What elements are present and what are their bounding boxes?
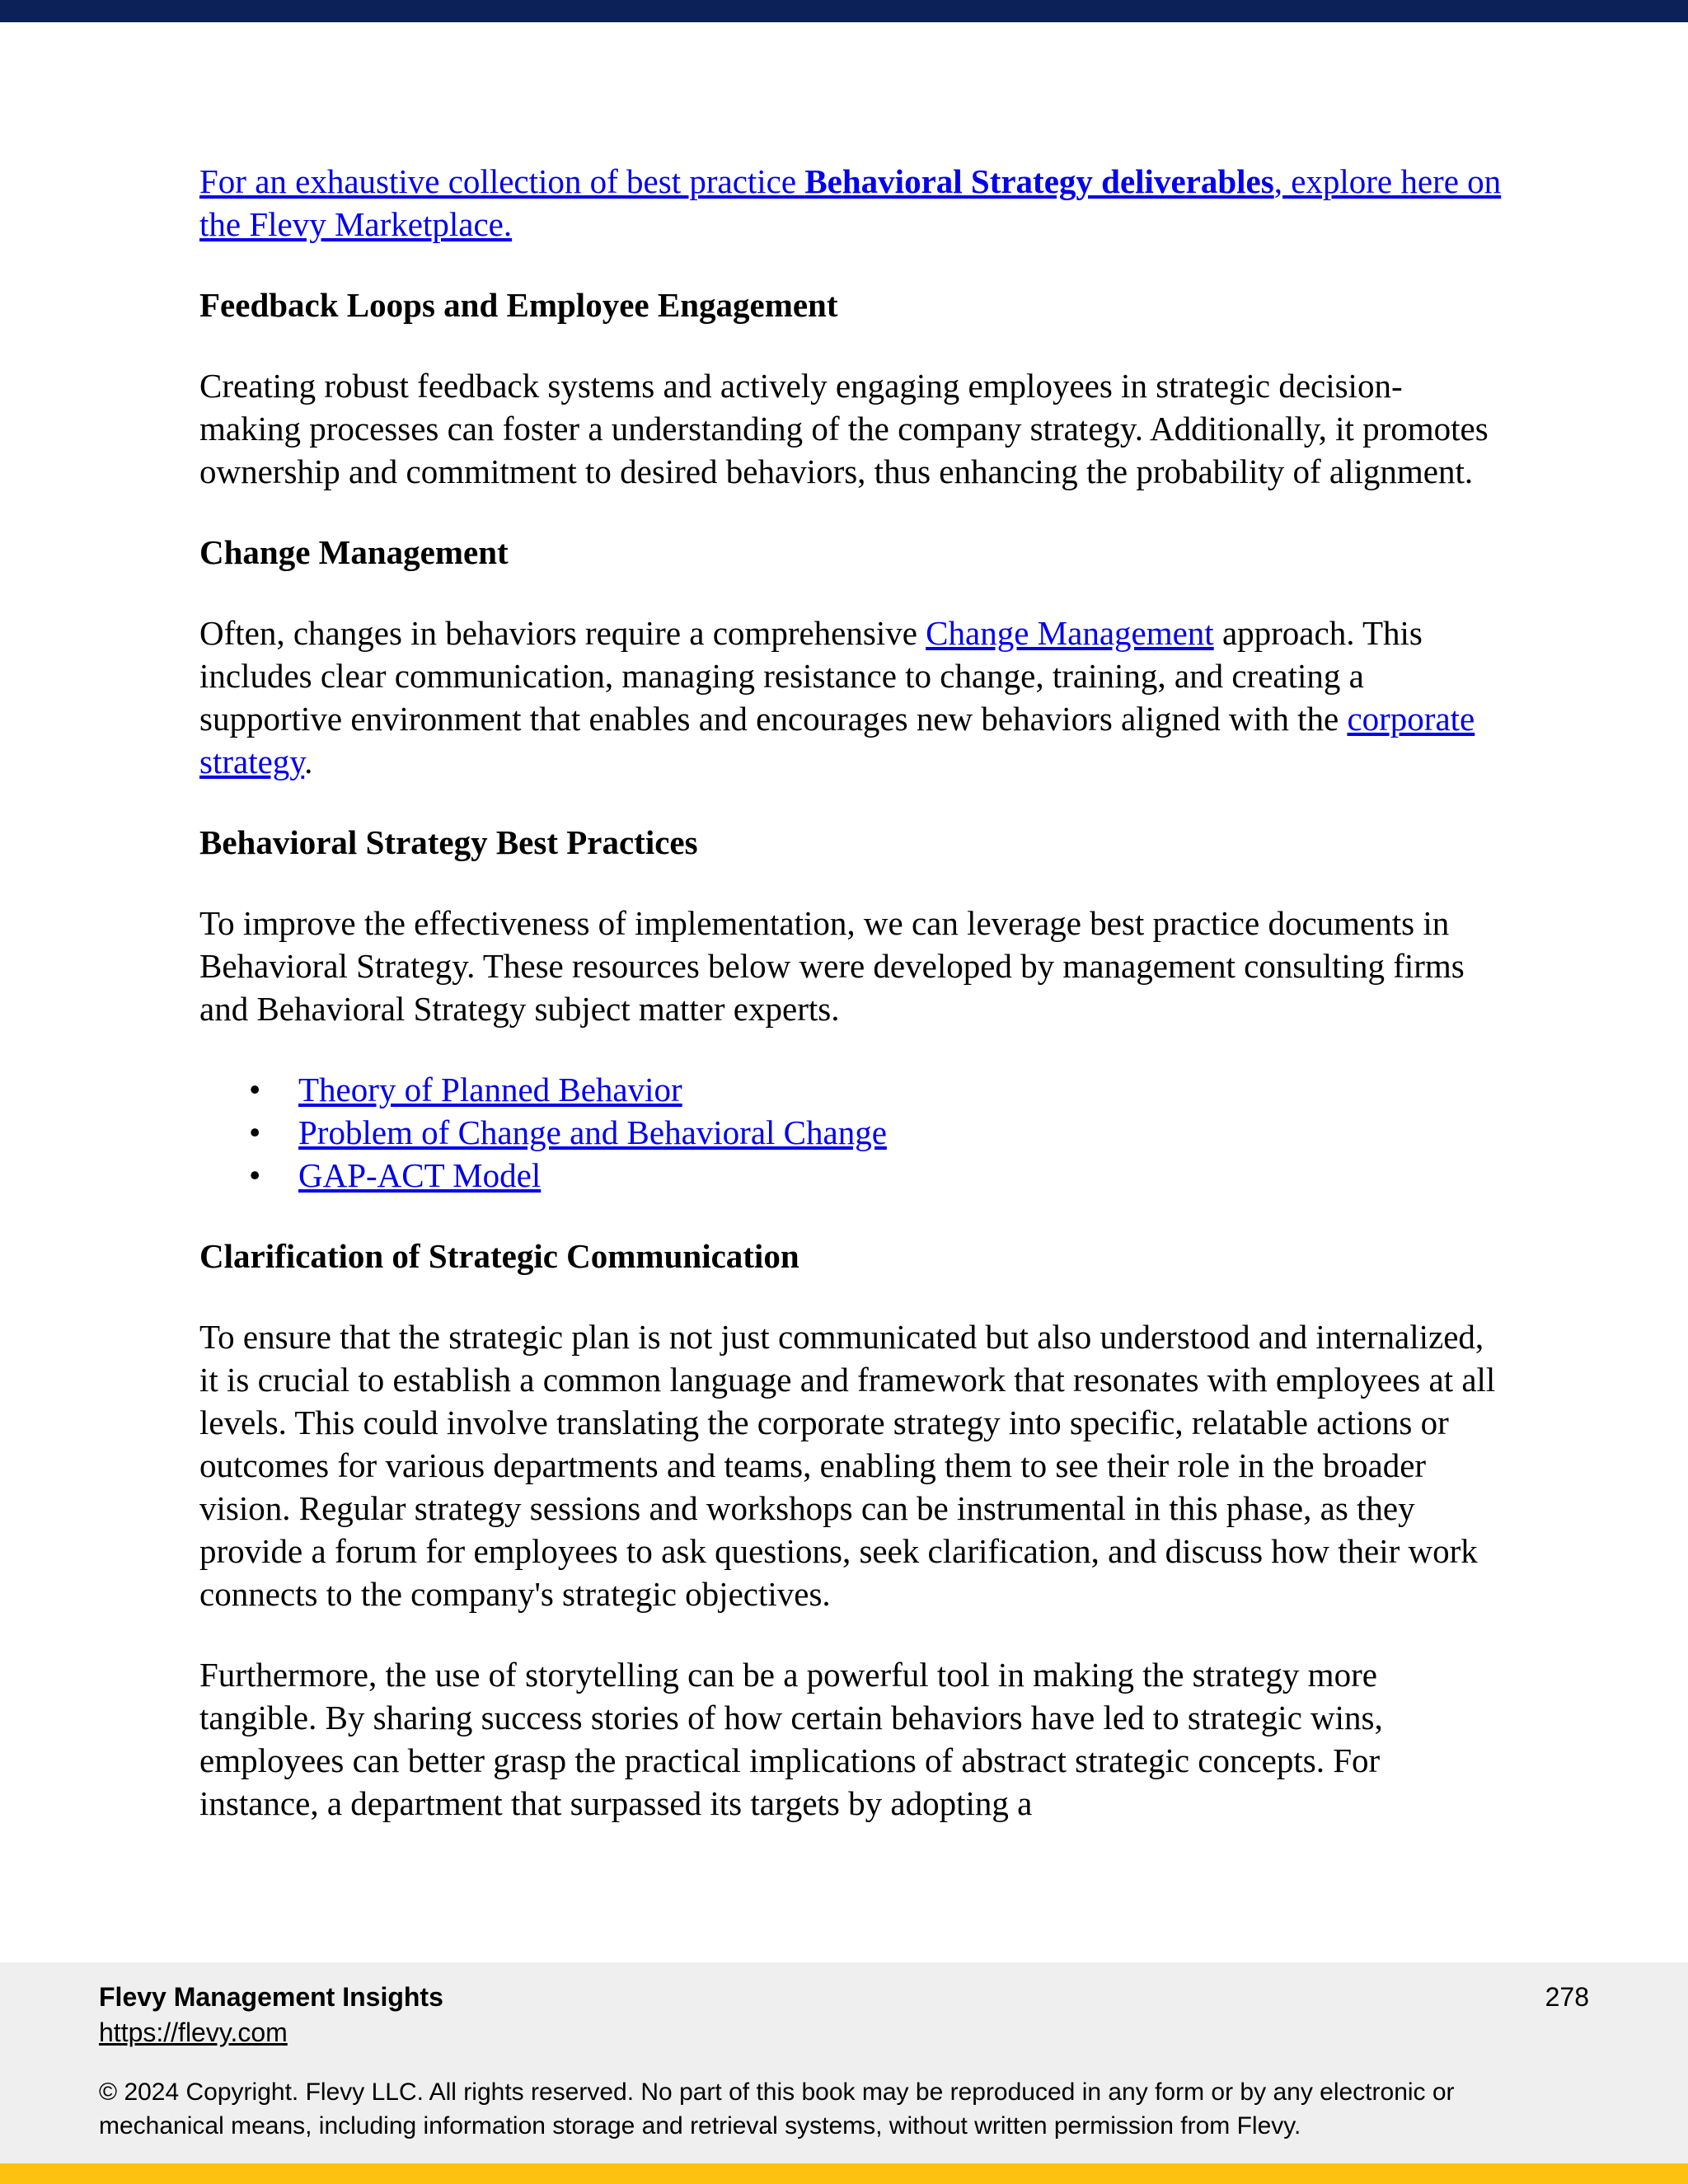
section-body-feedback: Creating robust feedback systems and actively engaging employees in strategic decision-making processes can foster a understanding of the company strategy. Additionally, it promotes ownership and commitment to desired behaviors, thus enhancing the probability of alignment. [199, 367, 1489, 490]
intro-link-suffix: , explore here on the Flevy Marketplace. [199, 162, 1502, 243]
best-practices-list [199, 1068, 1502, 1197]
top-accent-bar [0, 0, 1688, 22]
change-management-link[interactable]: Change Management [926, 614, 1214, 652]
section-heading-clarification: Clarification of Strategic Communication [199, 1237, 799, 1275]
change-body-part-3: . [304, 743, 313, 780]
section-body-best-practices: To improve the effectiveness of implementation, we can leverage best practice documents in Behavioral Strategy. These resources below were developed by management consulting firms and Behavioral Strategy subject matter experts. [199, 904, 1465, 1028]
gap-act-model-link[interactable]: GAP-ACT Model [298, 1156, 542, 1194]
intro-paragraph [199, 160, 1502, 246]
section-body-change-management [199, 612, 1502, 783]
footer-copyright: © 2024 Copyright. Flevy LLC. All rights reserved. No part of this book may be reproduced in any form or by any electronic or mechanical means, including information storage and retrieval systems, without written permission from Flevy. [99, 2079, 1455, 2139]
change-body-part-1: Often, changes in behaviors require a comprehensive [199, 614, 926, 652]
corporate-strategy-link[interactable]: corporate strategy [199, 700, 1475, 780]
section-heading-feedback: Feedback Loops and Employee Engagement [199, 286, 838, 324]
page-content [199, 160, 1502, 1825]
list-item [298, 1154, 1502, 1197]
intro-link-prefix: For an exhaustive collection of best practice [199, 162, 805, 200]
list-item [298, 1068, 1502, 1111]
change-body-part-2: approach. This includes clear communication, managing resistance to change, training, and creating a supportive environment that enables and encourages new behaviors aligned with the [199, 614, 1423, 738]
page-number: 278 [1545, 1982, 1589, 2012]
intro-link-bold: Behavioral Strategy deliverables [804, 162, 1274, 200]
section-heading-best-practices: Behavioral Strategy Best Practices [199, 823, 698, 861]
section-body-clarification-1: To ensure that the strategic plan is not just communicated but also understood and internalized, it is crucial to establish a common language and framework that resonates with employees at all levels. This could involve translating the corporate strategy into specific, relatable actions or outcomes for various departments and teams, enabling them to see their role in the broader vision. Regular strategy sessions and workshops can be instrumental in this phase, as they provide a forum for employees to ask questions, seek clarification, and discuss how their work connects to the company's strategic objectives. [199, 1318, 1496, 1613]
flevy-marketplace-link[interactable] [199, 160, 1502, 246]
list-item [298, 1111, 1502, 1154]
section-heading-change-management: Change Management [199, 533, 509, 571]
bottom-accent-bar [0, 2163, 1688, 2184]
page-footer [0, 1962, 1688, 2163]
footer-title: Flevy Management Insights [99, 1982, 443, 2012]
theory-of-planned-behavior-link[interactable]: Theory of Planned Behavior [298, 1071, 682, 1108]
footer-url-link[interactable]: https://flevy.com [99, 2018, 288, 2047]
problem-of-change-link[interactable]: Problem of Change and Behavioral Change [298, 1113, 887, 1151]
section-body-clarification-2: Furthermore, the use of storytelling can be a powerful tool in making the strategy more tangible. By sharing success stories of how certain behaviors have led to strategic wins, employees can better grasp the practical implications of abstract strategic concepts. For instance, a department that surpassed its targets by adopting a [199, 1656, 1383, 1822]
